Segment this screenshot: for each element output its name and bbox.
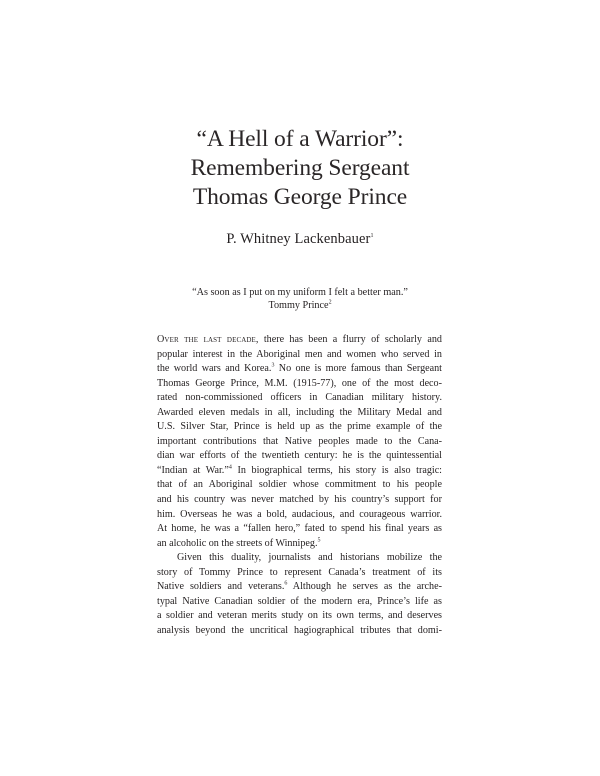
body-line: important contributions that Native peoples made to the Cana- [157,435,442,447]
title-line: Remembering Sergeant [190,155,410,181]
body-line: a soldier and veteran merits study on its own terms, and deserves [157,610,442,622]
body-line: analysis beyond the uncritical hagiographical tributes that domi- [157,624,442,636]
footnote-marker: 1 [370,233,374,240]
body-line: the world wars and Korea.$^3$ No one is more famous than Sergeant [157,362,442,375]
epigraph-attribution: Tommy Prince$^2$ [268,299,332,311]
body-line: typal Native Canadian soldier of the modern era, Prince’s life as [157,595,442,607]
body-line: Given this duality, journalists and historians mobilize the [177,552,442,564]
footnote-marker: 6 [284,580,288,587]
title-line: “A Hell of a Warrior”: [196,126,404,152]
footnote-marker: 4 [228,464,232,471]
body-line: Thomas George Prince, M.M. (1915-77), one of the most deco- [157,377,442,389]
body-line: story of Tommy Prince to represent Canada’s treatment of its [157,566,442,578]
body-line: that of an Aboriginal soldier whose commitment to his people [157,479,442,491]
body-line: dian war efforts of the twentieth century: he is the quintessential [157,450,442,462]
article-body [157,333,442,638]
epigraph [0,286,600,312]
body-line: U.S. Silver Star, Prince is held up as the prime example of the [157,421,442,433]
body-line: Native soldiers and veterans.$^6$ Although he serves as the arche- [157,580,442,593]
title-line: Thomas George Prince [192,184,408,210]
body-line: “Indian at War.”$^4$ In biographical terms, his story is also tragic: [157,464,442,476]
body-line: At home, he was a “fallen hero,” fated to spend his final years as [157,523,442,535]
article-title [0,125,600,212]
epigraph-quote: “As soon as I put on my uniform I felt a better man.” [192,287,408,298]
footnote-marker: 2 [328,299,332,306]
body-line: Over the last decade, there has been a flurry of scholarly and [157,334,442,345]
author-byline [0,230,600,248]
footnote-marker: 3 [271,362,275,369]
body-line: Awarded eleven medals in all, including the Military Medal and [157,406,442,418]
body-line: rated non-commissioned officers in Canadian military history. [157,392,442,404]
body-line: popular interest in the Aboriginal men and women who served in [157,348,442,360]
body-line: him. Overseas he was a bold, audacious, and courageous warrior. [157,508,442,520]
footnote-marker: 5 [317,537,321,544]
body-line: and his country was never matched by his country’s support for [157,494,442,506]
body-line: an alcoholic on the streets of Winnipeg.$^5$ [157,537,321,549]
author-name: P. Whitney Lackenbauer [226,231,371,247]
lead-smallcaps: Over the last decade [157,334,256,345]
